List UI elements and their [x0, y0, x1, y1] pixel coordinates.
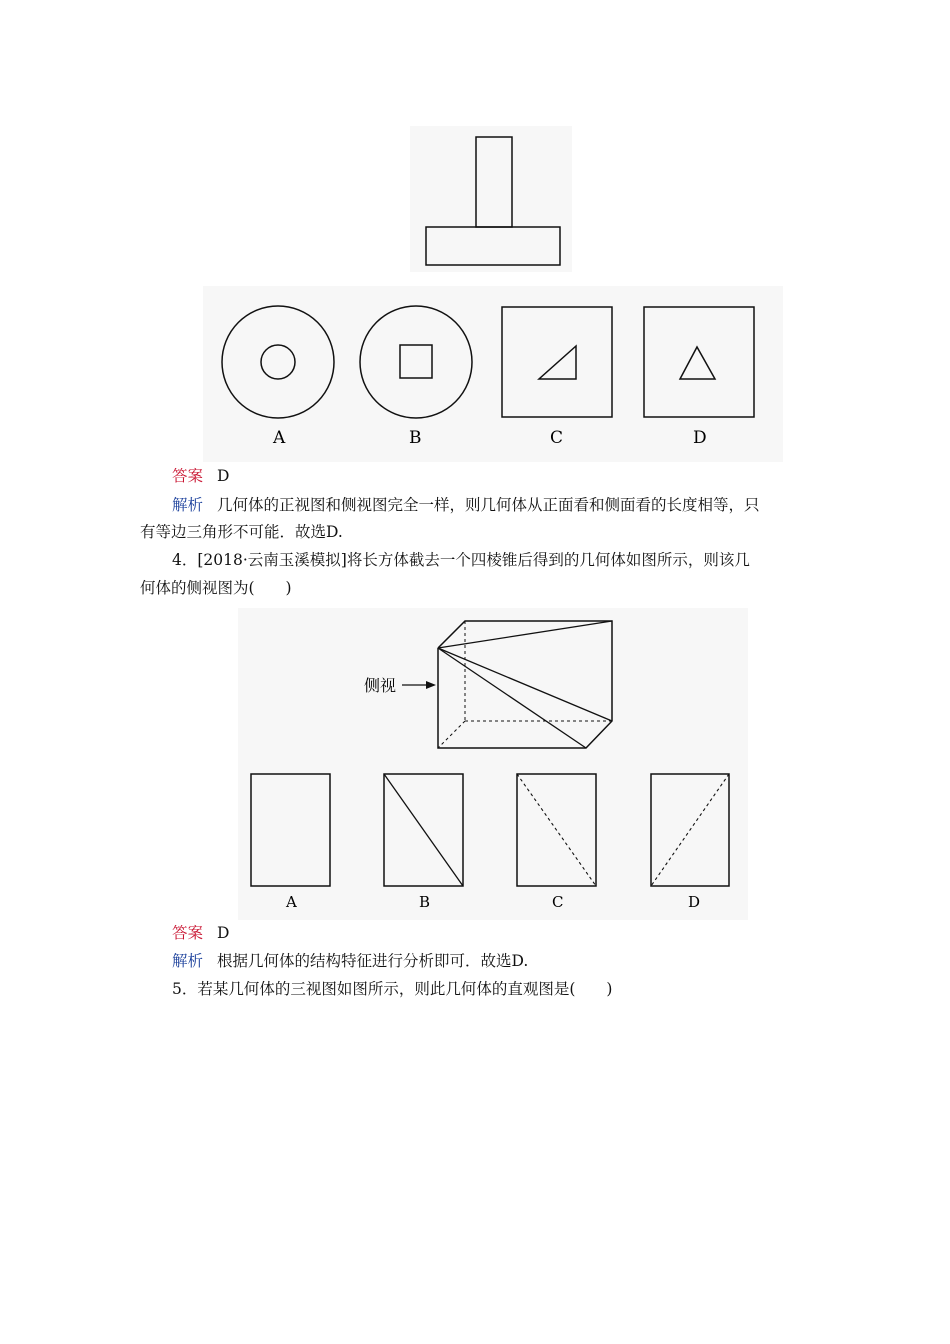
q4-analysis-line: [172, 949, 528, 973]
q4-option-a-label: A: [286, 893, 297, 911]
q3-option-d-label: D: [693, 428, 707, 448]
analysis-label: 解析: [172, 496, 204, 514]
option-b-inner-square: [400, 345, 432, 378]
option-c-right-triangle: [539, 346, 576, 379]
cut-line-middle: [438, 648, 612, 721]
option-b-outer-circle: [360, 306, 472, 418]
side-view-arrow-head: [426, 681, 436, 689]
side-view-label: 侧视: [364, 676, 397, 695]
answer-label: 答案: [172, 467, 204, 485]
q3-option-b-label: B: [409, 428, 422, 448]
option-d-outer-square: [644, 307, 754, 417]
answer-value: D: [217, 924, 230, 942]
q4-option-b-solid-diagonal: [384, 774, 463, 886]
q3-options-drawing: [203, 286, 783, 462]
option-a-inner-circle: [261, 345, 295, 379]
vertical-block-shape: [476, 137, 512, 227]
q4-option-a-rect: [251, 774, 330, 886]
q3-option-c-label: C: [550, 428, 564, 448]
q4-option-c-label: C: [552, 893, 564, 911]
option-d-equilateral-triangle: [680, 347, 715, 379]
answer-label: 答案: [172, 924, 204, 942]
q4-stem-line-1: 4．[2018·云南玉溪模拟]将长方体截去一个四棱锥后得到的几何体如图所示，则该几: [172, 551, 750, 569]
front-view-drawing: [410, 126, 572, 272]
hidden-edge-diagonal: [438, 721, 465, 748]
q3-options-figure: [203, 286, 783, 462]
q4-stem-line-2: 何体的侧视图为( ): [140, 579, 292, 597]
q4-drawing: [238, 608, 748, 920]
analysis-text: 根据几何体的结构特征进行分析即可．故选D.: [217, 952, 529, 970]
q4-figure: [238, 608, 748, 920]
q4-option-d-label: D: [688, 893, 701, 911]
front-view-figure: [410, 126, 572, 272]
base-block-shape: [426, 227, 560, 265]
analysis-label: 解析: [172, 952, 204, 970]
q4-option-d-dashed-diagonal: [651, 774, 729, 886]
option-a-outer-circle: [222, 306, 334, 418]
cut-line-bottom: [438, 648, 586, 748]
q3-answer-line: [172, 464, 229, 488]
q4-option-c-dashed-diagonal: [517, 774, 596, 886]
q3-analysis-line-1: [172, 493, 760, 517]
q3-analysis-line-2: 有等边三角形不可能．故选D.: [140, 523, 343, 541]
analysis-text-1: 几何体的正视图和侧视图完全一样，则几何体从正面看和侧面看的长度相等，只: [217, 496, 760, 514]
q3-option-a-label: A: [273, 428, 286, 448]
answer-value: D: [217, 467, 230, 485]
q4-option-b-label: B: [419, 893, 431, 911]
cut-line-top: [438, 621, 612, 648]
q5-stem-line: 5．若某几何体的三视图如图所示，则此几何体的直观图是( ): [172, 980, 613, 998]
q4-answer-line: [172, 921, 229, 945]
